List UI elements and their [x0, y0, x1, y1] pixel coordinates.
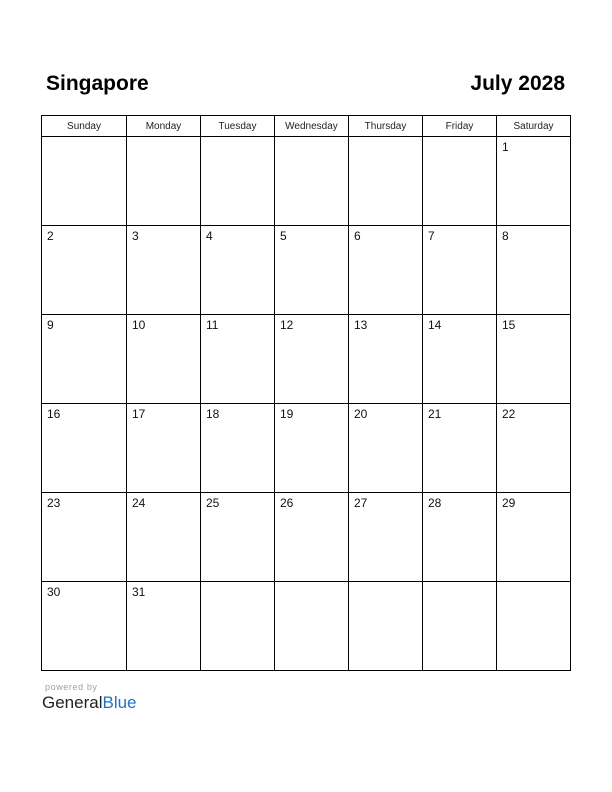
day-number: 11 — [206, 318, 219, 332]
day-number: 25 — [206, 496, 220, 510]
day-cell — [349, 404, 423, 493]
day-number: 26 — [280, 496, 294, 510]
day-number: 3 — [132, 229, 139, 243]
day-cell — [42, 226, 127, 315]
brand-blue-text: Blue — [102, 693, 137, 712]
day-number: 24 — [132, 496, 146, 510]
brand-general-text: General — [42, 693, 103, 712]
day-cell — [275, 226, 349, 315]
day-number: 29 — [502, 496, 516, 510]
day-cell — [201, 315, 275, 404]
day-number — [275, 582, 348, 585]
day-number: 6 — [354, 229, 361, 243]
day-cell — [127, 137, 201, 226]
day-cell — [42, 315, 127, 404]
day-number: 5 — [280, 229, 287, 243]
day-number: 31 — [132, 585, 146, 599]
day-number: 20 — [354, 407, 368, 421]
day-cell — [423, 493, 497, 582]
day-number: 28 — [428, 496, 442, 510]
day-cell — [349, 315, 423, 404]
day-cell — [275, 315, 349, 404]
day-cell — [275, 137, 349, 226]
day-cell — [201, 137, 275, 226]
day-cell — [127, 582, 201, 671]
day-number: 12 — [280, 318, 294, 332]
day-number: 13 — [354, 318, 368, 332]
weekday-header-saturday: Saturday — [497, 116, 571, 137]
day-number — [42, 137, 126, 140]
day-number: 15 — [502, 318, 516, 332]
day-number: 18 — [206, 407, 220, 421]
day-number: 21 — [428, 407, 442, 421]
day-cell — [201, 226, 275, 315]
month-year-title: July 2028 — [470, 72, 565, 95]
calendar-grid — [41, 115, 571, 671]
day-number — [201, 582, 274, 585]
day-cell — [127, 315, 201, 404]
day-number: 19 — [280, 407, 294, 421]
day-number — [127, 137, 200, 140]
weekday-header-sunday: Sunday — [42, 116, 127, 137]
day-number: 23 — [47, 496, 61, 510]
day-cell — [497, 493, 571, 582]
day-cell — [127, 404, 201, 493]
day-number — [349, 582, 422, 585]
day-cell — [423, 404, 497, 493]
day-cell — [423, 226, 497, 315]
day-number: 30 — [47, 585, 61, 599]
week-row — [42, 315, 571, 404]
day-number: 9 — [47, 318, 54, 332]
day-cell — [497, 226, 571, 315]
day-number — [423, 137, 496, 140]
day-cell — [497, 404, 571, 493]
day-cell — [201, 493, 275, 582]
day-cell — [349, 226, 423, 315]
week-row — [42, 493, 571, 582]
day-number: 16 — [47, 407, 61, 421]
day-cell — [42, 582, 127, 671]
week-row — [42, 404, 571, 493]
country-title: Singapore — [46, 72, 149, 95]
day-number — [497, 582, 570, 585]
day-number: 27 — [354, 496, 368, 510]
generalblue-logo[interactable] — [42, 693, 137, 713]
weekday-header-friday: Friday — [423, 116, 497, 137]
weekday-header-row — [42, 116, 571, 137]
day-number — [275, 137, 348, 140]
day-number: 22 — [502, 407, 516, 421]
day-cell — [349, 137, 423, 226]
day-cell — [42, 137, 127, 226]
weekday-header-monday: Monday — [127, 116, 201, 137]
day-number: 7 — [428, 229, 435, 243]
day-cell — [201, 404, 275, 493]
day-number — [423, 582, 496, 585]
day-cell — [349, 582, 423, 671]
day-cell — [423, 582, 497, 671]
day-number — [349, 137, 422, 140]
day-cell — [42, 493, 127, 582]
day-number: 14 — [428, 318, 442, 332]
week-row — [42, 226, 571, 315]
day-cell — [349, 493, 423, 582]
weekday-header-thursday: Thursday — [349, 116, 423, 137]
day-cell — [423, 315, 497, 404]
day-cell — [275, 493, 349, 582]
day-number: 2 — [47, 229, 54, 243]
day-cell — [127, 493, 201, 582]
day-number: 4 — [206, 229, 213, 243]
day-number: 8 — [502, 229, 509, 243]
week-row — [42, 137, 571, 226]
day-cell — [127, 226, 201, 315]
day-number: 1 — [502, 140, 509, 154]
day-cell — [497, 137, 571, 226]
day-cell — [42, 404, 127, 493]
day-cell — [423, 137, 497, 226]
weekday-header-wednesday: Wednesday — [275, 116, 349, 137]
day-cell — [275, 404, 349, 493]
day-cell — [201, 582, 275, 671]
day-cell — [497, 315, 571, 404]
day-number — [201, 137, 274, 140]
day-cell — [275, 582, 349, 671]
day-number: 17 — [132, 407, 146, 421]
powered-by-label: powered by — [45, 682, 98, 692]
day-cell — [497, 582, 571, 671]
weekday-header-tuesday: Tuesday — [201, 116, 275, 137]
week-row — [42, 582, 571, 671]
day-number: 10 — [132, 318, 146, 332]
